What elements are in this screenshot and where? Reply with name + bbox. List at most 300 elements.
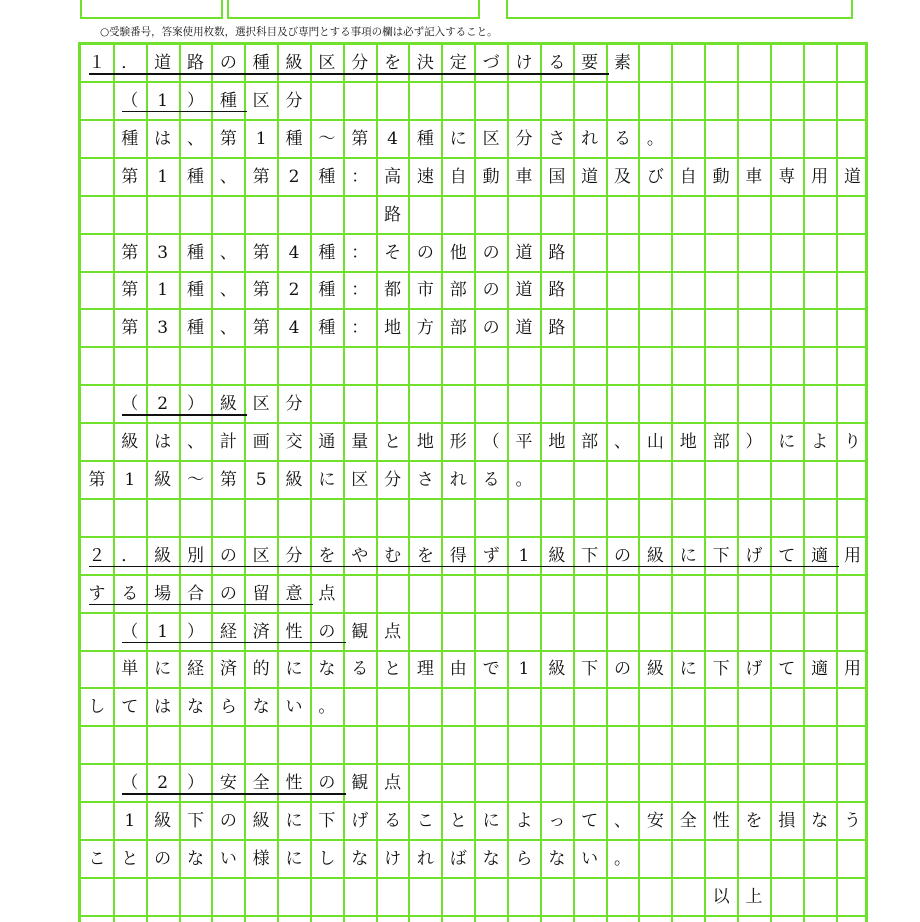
grid-cell[interactable]	[804, 841, 838, 879]
grid-cell[interactable]	[442, 917, 476, 922]
grid-cell[interactable]: け	[377, 841, 411, 879]
grid-cell[interactable]	[672, 462, 706, 500]
grid-cell[interactable]: 第	[212, 462, 246, 500]
grid-cell[interactable]: な	[475, 841, 509, 879]
grid-cell[interactable]	[705, 614, 739, 652]
grid-cell[interactable]: を	[311, 538, 345, 576]
grid-cell[interactable]: 定	[442, 45, 476, 83]
grid-cell[interactable]	[81, 917, 115, 922]
grid-cell[interactable]: 別	[180, 538, 214, 576]
grid-cell[interactable]: 全	[245, 765, 279, 803]
grid-cell[interactable]: 点	[377, 614, 411, 652]
grid-cell[interactable]	[607, 689, 641, 727]
grid-cell[interactable]: さ	[410, 462, 444, 500]
grid-cell[interactable]: 安	[212, 765, 246, 803]
grid-cell[interactable]: 理	[410, 651, 444, 689]
grid-cell[interactable]	[837, 235, 868, 273]
grid-cell[interactable]	[771, 614, 805, 652]
grid-cell[interactable]	[541, 727, 575, 765]
grid-cell[interactable]: 以	[705, 879, 739, 917]
grid-cell[interactable]: 種	[311, 310, 345, 348]
grid-cell[interactable]	[672, 841, 706, 879]
grid-cell[interactable]: 路	[541, 235, 575, 273]
grid-cell[interactable]	[442, 83, 476, 121]
grid-cell[interactable]	[410, 576, 444, 614]
grid-cell[interactable]	[672, 45, 706, 83]
grid-cell[interactable]	[475, 727, 509, 765]
grid-cell[interactable]: 計	[212, 424, 246, 462]
grid-cell[interactable]: と	[114, 841, 148, 879]
grid-cell[interactable]: 路	[377, 197, 411, 235]
grid-cell[interactable]: 道	[574, 159, 608, 197]
grid-cell[interactable]	[672, 879, 706, 917]
grid-cell[interactable]: 級	[639, 651, 673, 689]
grid-cell[interactable]	[410, 500, 444, 538]
grid-cell[interactable]: 1	[508, 538, 542, 576]
grid-cell[interactable]: 部	[442, 310, 476, 348]
grid-cell[interactable]: 部	[574, 424, 608, 462]
grid-cell[interactable]: ）	[180, 83, 214, 121]
grid-cell[interactable]: 、	[212, 272, 246, 310]
grid-cell[interactable]	[278, 348, 312, 386]
grid-cell[interactable]: 、	[607, 803, 641, 841]
grid-cell[interactable]: 第	[344, 121, 378, 159]
grid-cell[interactable]: 分	[344, 45, 378, 83]
grid-cell[interactable]: 。	[639, 121, 673, 159]
grid-cell[interactable]: げ	[344, 803, 378, 841]
grid-cell[interactable]: 様	[245, 841, 279, 879]
grid-cell[interactable]: 下	[574, 651, 608, 689]
grid-cell[interactable]	[377, 879, 411, 917]
grid-cell[interactable]: 4	[377, 121, 411, 159]
grid-cell[interactable]	[147, 917, 181, 922]
grid-cell[interactable]: 量	[344, 424, 378, 462]
grid-cell[interactable]	[475, 386, 509, 424]
grid-cell[interactable]: 道	[508, 272, 542, 310]
grid-cell[interactable]	[442, 197, 476, 235]
grid-cell[interactable]: け	[508, 45, 542, 83]
grid-cell[interactable]	[508, 689, 542, 727]
grid-cell[interactable]	[475, 197, 509, 235]
grid-cell[interactable]: 1	[147, 159, 181, 197]
grid-cell[interactable]: て	[771, 538, 805, 576]
grid-cell[interactable]: こ	[81, 841, 115, 879]
grid-cell[interactable]: る	[607, 121, 641, 159]
grid-cell[interactable]	[508, 197, 542, 235]
grid-cell[interactable]: 。	[607, 841, 641, 879]
grid-cell[interactable]	[672, 197, 706, 235]
grid-cell[interactable]	[771, 83, 805, 121]
grid-cell[interactable]	[837, 83, 868, 121]
grid-cell[interactable]: る	[344, 651, 378, 689]
grid-cell[interactable]	[574, 689, 608, 727]
grid-cell[interactable]	[442, 614, 476, 652]
grid-cell[interactable]: 2	[147, 765, 181, 803]
grid-cell[interactable]	[81, 121, 115, 159]
grid-cell[interactable]	[804, 917, 838, 922]
grid-cell[interactable]: 画	[245, 424, 279, 462]
grid-cell[interactable]	[738, 310, 772, 348]
grid-cell[interactable]	[804, 386, 838, 424]
grid-cell[interactable]	[508, 576, 542, 614]
grid-cell[interactable]: 場	[147, 576, 181, 614]
grid-cell[interactable]	[442, 348, 476, 386]
grid-cell[interactable]	[705, 576, 739, 614]
grid-cell[interactable]	[212, 917, 246, 922]
grid-cell[interactable]: ２	[81, 538, 115, 576]
grid-cell[interactable]: 級	[212, 386, 246, 424]
grid-cell[interactable]	[344, 197, 378, 235]
grid-cell[interactable]: 適	[804, 651, 838, 689]
grid-cell[interactable]: 3	[147, 235, 181, 273]
grid-cell[interactable]: び	[639, 159, 673, 197]
grid-cell[interactable]	[639, 917, 673, 922]
grid-cell[interactable]: 第	[114, 235, 148, 273]
grid-cell[interactable]	[771, 310, 805, 348]
grid-cell[interactable]: 合	[180, 576, 214, 614]
grid-cell[interactable]	[804, 348, 838, 386]
grid-cell[interactable]	[541, 348, 575, 386]
grid-cell[interactable]: 性	[278, 765, 312, 803]
grid-cell[interactable]	[574, 614, 608, 652]
grid-cell[interactable]: 動	[475, 159, 509, 197]
grid-cell[interactable]: 下	[180, 803, 214, 841]
grid-cell[interactable]	[81, 159, 115, 197]
grid-cell[interactable]	[574, 83, 608, 121]
grid-cell[interactable]: な	[344, 841, 378, 879]
grid-cell[interactable]	[81, 651, 115, 689]
grid-cell[interactable]	[705, 348, 739, 386]
grid-cell[interactable]: 種	[212, 83, 246, 121]
grid-cell[interactable]	[705, 310, 739, 348]
grid-cell[interactable]: て	[771, 651, 805, 689]
grid-cell[interactable]	[278, 197, 312, 235]
grid-cell[interactable]: の	[147, 841, 181, 879]
grid-cell[interactable]	[771, 462, 805, 500]
grid-cell[interactable]	[344, 689, 378, 727]
specialty-box[interactable]	[506, 0, 853, 19]
grid-cell[interactable]	[212, 348, 246, 386]
grid-cell[interactable]	[377, 727, 411, 765]
grid-cell[interactable]	[410, 386, 444, 424]
grid-cell[interactable]: 動	[705, 159, 739, 197]
grid-cell[interactable]	[410, 197, 444, 235]
grid-cell[interactable]	[672, 765, 706, 803]
grid-cell[interactable]	[771, 45, 805, 83]
grid-cell[interactable]: れ	[410, 841, 444, 879]
grid-cell[interactable]	[771, 386, 805, 424]
grid-cell[interactable]	[639, 500, 673, 538]
grid-cell[interactable]: 級	[541, 538, 575, 576]
grid-cell[interactable]	[804, 197, 838, 235]
grid-cell[interactable]: 用	[804, 159, 838, 197]
grid-cell[interactable]	[574, 197, 608, 235]
grid-cell[interactable]: の	[607, 538, 641, 576]
grid-cell[interactable]: 第	[114, 272, 148, 310]
grid-cell[interactable]	[607, 348, 641, 386]
grid-cell[interactable]	[607, 879, 641, 917]
grid-cell[interactable]	[311, 386, 345, 424]
grid-cell[interactable]	[837, 879, 868, 917]
grid-cell[interactable]	[804, 272, 838, 310]
grid-cell[interactable]: ：	[344, 235, 378, 273]
grid-cell[interactable]	[475, 879, 509, 917]
grid-cell[interactable]: で	[475, 651, 509, 689]
grid-cell[interactable]: 性	[278, 614, 312, 652]
grid-cell[interactable]	[377, 386, 411, 424]
grid-cell[interactable]	[771, 879, 805, 917]
grid-cell[interactable]	[837, 841, 868, 879]
grid-cell[interactable]	[541, 462, 575, 500]
grid-cell[interactable]: 路	[541, 272, 575, 310]
grid-cell[interactable]: 高	[377, 159, 411, 197]
grid-cell[interactable]	[607, 462, 641, 500]
grid-cell[interactable]: 速	[410, 159, 444, 197]
grid-cell[interactable]: げ	[738, 651, 772, 689]
grid-cell[interactable]	[672, 614, 706, 652]
grid-cell[interactable]	[278, 879, 312, 917]
grid-cell[interactable]: そ	[377, 235, 411, 273]
grid-cell[interactable]	[410, 348, 444, 386]
grid-cell[interactable]	[442, 689, 476, 727]
grid-cell[interactable]: 車	[508, 159, 542, 197]
grid-cell[interactable]	[541, 576, 575, 614]
grid-cell[interactable]: 的	[245, 651, 279, 689]
grid-cell[interactable]: と	[442, 803, 476, 841]
grid-cell[interactable]: 区	[245, 386, 279, 424]
grid-cell[interactable]	[607, 917, 641, 922]
grid-cell[interactable]	[771, 576, 805, 614]
grid-cell[interactable]: に	[278, 651, 312, 689]
grid-cell[interactable]: の	[212, 803, 246, 841]
grid-cell[interactable]	[442, 765, 476, 803]
grid-cell[interactable]: 種	[410, 121, 444, 159]
grid-cell[interactable]	[607, 576, 641, 614]
grid-cell[interactable]: 点	[311, 576, 345, 614]
grid-cell[interactable]	[705, 235, 739, 273]
grid-cell[interactable]	[639, 689, 673, 727]
grid-cell[interactable]	[639, 348, 673, 386]
grid-cell[interactable]	[475, 689, 509, 727]
grid-cell[interactable]	[607, 386, 641, 424]
grid-cell[interactable]: 分	[508, 121, 542, 159]
grid-cell[interactable]	[475, 83, 509, 121]
grid-cell[interactable]: に	[278, 841, 312, 879]
grid-cell[interactable]	[541, 689, 575, 727]
grid-cell[interactable]: る	[541, 45, 575, 83]
grid-cell[interactable]	[574, 310, 608, 348]
grid-cell[interactable]: と	[377, 424, 411, 462]
grid-cell[interactable]	[508, 500, 542, 538]
grid-cell[interactable]: 下	[574, 538, 608, 576]
grid-cell[interactable]: 分	[278, 83, 312, 121]
grid-cell[interactable]	[442, 500, 476, 538]
grid-cell[interactable]	[837, 386, 868, 424]
grid-cell[interactable]: 単	[114, 651, 148, 689]
grid-cell[interactable]: に	[442, 121, 476, 159]
grid-cell[interactable]	[81, 500, 115, 538]
grid-cell[interactable]: 種	[180, 235, 214, 273]
grid-cell[interactable]	[837, 727, 868, 765]
grid-cell[interactable]: 第	[245, 159, 279, 197]
grid-cell[interactable]	[541, 879, 575, 917]
grid-cell[interactable]: な	[245, 689, 279, 727]
grid-cell[interactable]	[311, 879, 345, 917]
grid-cell[interactable]	[180, 727, 214, 765]
grid-cell[interactable]: 級	[541, 651, 575, 689]
grid-cell[interactable]	[771, 841, 805, 879]
grid-cell[interactable]	[410, 917, 444, 922]
grid-cell[interactable]: ．	[114, 538, 148, 576]
grid-cell[interactable]: 、	[212, 235, 246, 273]
grid-cell[interactable]	[672, 348, 706, 386]
grid-cell[interactable]	[738, 121, 772, 159]
grid-cell[interactable]: を	[377, 45, 411, 83]
grid-cell[interactable]	[81, 348, 115, 386]
grid-cell[interactable]: 安	[639, 803, 673, 841]
grid-cell[interactable]	[541, 765, 575, 803]
grid-cell[interactable]: 区	[475, 121, 509, 159]
grid-cell[interactable]: 級	[147, 538, 181, 576]
grid-cell[interactable]	[804, 121, 838, 159]
grid-cell[interactable]	[639, 197, 673, 235]
grid-cell[interactable]	[705, 462, 739, 500]
grid-cell[interactable]: れ	[442, 462, 476, 500]
grid-cell[interactable]: 級	[147, 462, 181, 500]
grid-cell[interactable]	[738, 45, 772, 83]
grid-cell[interactable]: 第	[114, 310, 148, 348]
grid-cell[interactable]	[804, 727, 838, 765]
grid-cell[interactable]	[147, 197, 181, 235]
grid-cell[interactable]	[475, 576, 509, 614]
grid-cell[interactable]: よ	[804, 424, 838, 462]
grid-cell[interactable]	[639, 765, 673, 803]
grid-cell[interactable]: し	[311, 841, 345, 879]
grid-cell[interactable]	[574, 500, 608, 538]
grid-cell[interactable]: に	[278, 803, 312, 841]
grid-cell[interactable]	[114, 879, 148, 917]
grid-cell[interactable]: 級	[278, 45, 312, 83]
grid-cell[interactable]	[607, 235, 641, 273]
grid-cell[interactable]	[311, 500, 345, 538]
grid-cell[interactable]	[377, 689, 411, 727]
grid-cell[interactable]	[574, 235, 608, 273]
grid-cell[interactable]: い	[212, 841, 246, 879]
grid-cell[interactable]	[705, 500, 739, 538]
grid-cell[interactable]	[147, 879, 181, 917]
grid-cell[interactable]: 2	[278, 159, 312, 197]
grid-cell[interactable]	[639, 45, 673, 83]
grid-cell[interactable]	[508, 765, 542, 803]
grid-cell[interactable]	[311, 917, 345, 922]
grid-cell[interactable]	[574, 727, 608, 765]
grid-cell[interactable]	[541, 917, 575, 922]
grid-cell[interactable]	[607, 614, 641, 652]
grid-cell[interactable]: 用	[837, 651, 868, 689]
grid-cell[interactable]	[311, 727, 345, 765]
grid-cell[interactable]: げ	[738, 538, 772, 576]
grid-cell[interactable]	[377, 576, 411, 614]
grid-cell[interactable]	[771, 765, 805, 803]
grid-cell[interactable]	[705, 727, 739, 765]
grid-cell[interactable]	[147, 500, 181, 538]
grid-cell[interactable]	[639, 462, 673, 500]
grid-cell[interactable]	[574, 879, 608, 917]
grid-cell[interactable]: 平	[508, 424, 542, 462]
sheet-count-box[interactable]	[227, 0, 480, 19]
grid-cell[interactable]: 種	[114, 121, 148, 159]
grid-cell[interactable]: ら	[212, 689, 246, 727]
grid-cell[interactable]	[508, 879, 542, 917]
grid-cell[interactable]	[81, 803, 115, 841]
grid-cell[interactable]	[672, 235, 706, 273]
grid-cell[interactable]	[81, 197, 115, 235]
grid-cell[interactable]	[475, 348, 509, 386]
grid-cell[interactable]: 区	[245, 538, 279, 576]
grid-cell[interactable]: 分	[377, 462, 411, 500]
grid-cell[interactable]: ば	[442, 841, 476, 879]
grid-cell[interactable]	[541, 614, 575, 652]
grid-cell[interactable]	[574, 386, 608, 424]
grid-cell[interactable]	[541, 197, 575, 235]
grid-cell[interactable]	[410, 689, 444, 727]
grid-cell[interactable]	[705, 386, 739, 424]
grid-cell[interactable]	[410, 765, 444, 803]
grid-cell[interactable]: 適	[804, 538, 838, 576]
grid-cell[interactable]: 観	[344, 765, 378, 803]
grid-cell[interactable]	[804, 689, 838, 727]
grid-cell[interactable]: る	[377, 803, 411, 841]
grid-cell[interactable]: １	[81, 45, 115, 83]
grid-cell[interactable]	[639, 272, 673, 310]
grid-cell[interactable]: に	[311, 462, 345, 500]
grid-cell[interactable]	[804, 576, 838, 614]
grid-cell[interactable]: ．	[114, 45, 148, 83]
grid-cell[interactable]	[541, 83, 575, 121]
grid-cell[interactable]: （	[114, 614, 148, 652]
grid-cell[interactable]	[705, 272, 739, 310]
grid-cell[interactable]	[475, 500, 509, 538]
grid-cell[interactable]	[837, 348, 868, 386]
grid-cell[interactable]	[278, 917, 312, 922]
grid-cell[interactable]: の	[311, 765, 345, 803]
grid-cell[interactable]	[804, 310, 838, 348]
grid-cell[interactable]: 地	[672, 424, 706, 462]
grid-cell[interactable]	[344, 83, 378, 121]
grid-cell[interactable]: て	[574, 803, 608, 841]
grid-cell[interactable]	[804, 235, 838, 273]
grid-cell[interactable]	[114, 348, 148, 386]
grid-cell[interactable]	[212, 197, 246, 235]
grid-cell[interactable]: さ	[541, 121, 575, 159]
grid-cell[interactable]: 自	[442, 159, 476, 197]
grid-cell[interactable]: 道	[508, 310, 542, 348]
grid-cell[interactable]	[738, 462, 772, 500]
grid-cell[interactable]: ：	[344, 272, 378, 310]
grid-cell[interactable]	[311, 348, 345, 386]
grid-cell[interactable]: ）	[180, 386, 214, 424]
grid-cell[interactable]	[377, 917, 411, 922]
grid-cell[interactable]: 下	[705, 651, 739, 689]
grid-cell[interactable]: 級	[245, 803, 279, 841]
grid-cell[interactable]: 区	[344, 462, 378, 500]
grid-cell[interactable]	[672, 689, 706, 727]
grid-cell[interactable]	[738, 576, 772, 614]
grid-cell[interactable]: ～	[311, 121, 345, 159]
grid-cell[interactable]	[738, 272, 772, 310]
grid-cell[interactable]: 上	[738, 879, 772, 917]
grid-cell[interactable]: 通	[311, 424, 345, 462]
